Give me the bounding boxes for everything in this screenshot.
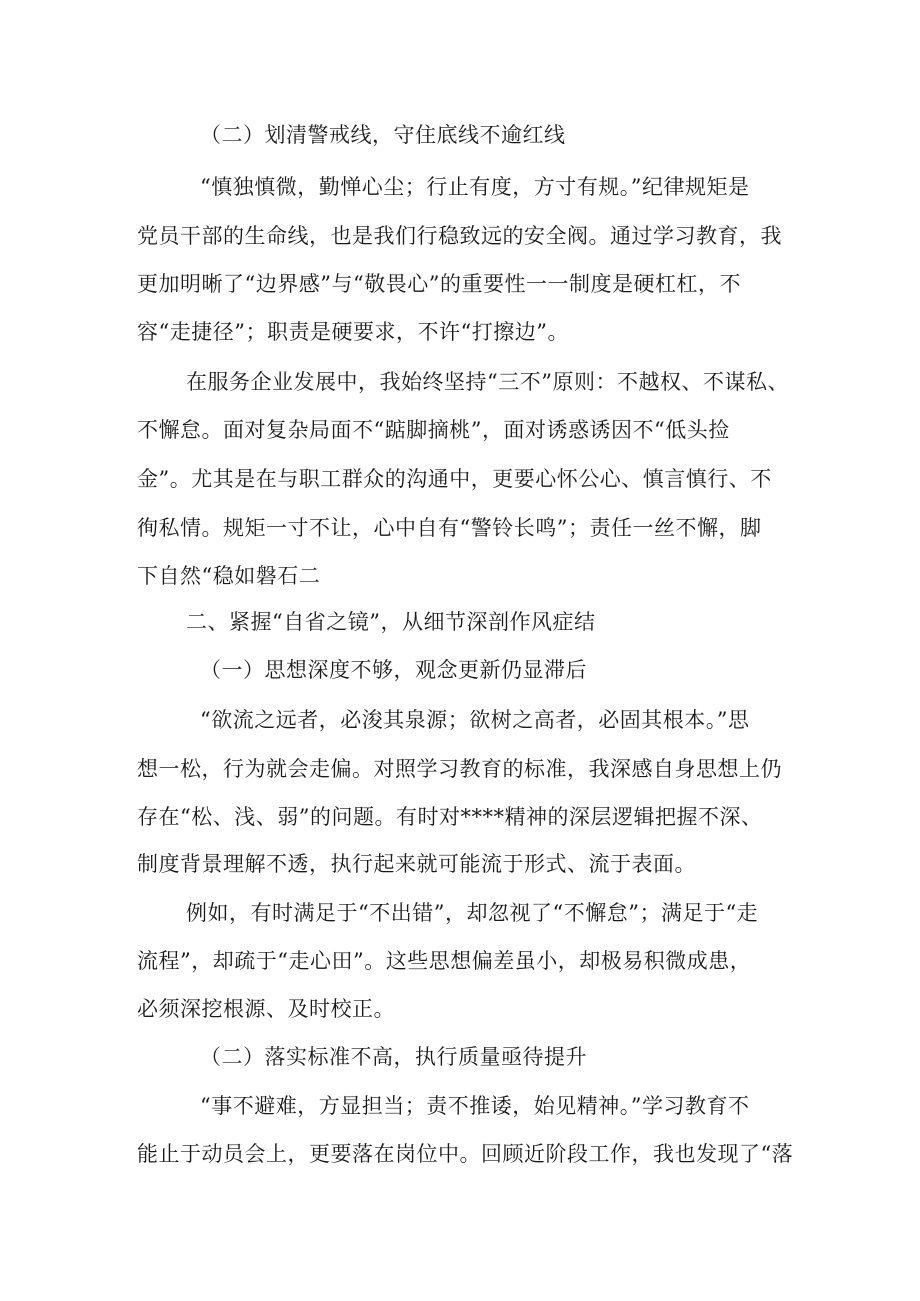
paragraph-line: 存在“松、浅、弱”的问题。有时对****精神的深层逻辑把握不深、 <box>137 805 763 829</box>
section-heading-1: （一）思想深度不够，观念更新仍显滞后 <box>200 658 587 682</box>
paragraph-line: 想一松，行为就会走偏。对照学习教育的标准，我深感自身思想上仍 <box>137 757 782 781</box>
paragraph-line: “欲流之远者，必浚其泉源；欲树之高者，必固其根本。”思 <box>200 708 750 732</box>
section-heading-2: （二）划清警戒线，守住底线不逾红线 <box>200 123 566 147</box>
paragraph-line: 能止于动员会上，更要落在岗位中。回顾近阶段工作，我也发现了“落 <box>137 1142 794 1166</box>
paragraph-line: 必须深挖根源、及时校正。 <box>137 997 395 1021</box>
paragraph-line: 容“走捷径”；职责是硬要求，不许“打擦边”。 <box>137 320 569 344</box>
paragraph-line: 例如，有时满足于“不出错”，却忽视了“不懈怠”；满足于“走 <box>186 901 759 925</box>
paragraph-line: 流程”，却疏于“走心田”。这些思想偏差虽小，却极易积微成患， <box>137 949 752 973</box>
paragraph-line: 在服务企业发展中，我始终坚持“三不”原则：不越权、不谋私、 <box>186 370 789 394</box>
paragraph-line: 下自然“稳如磐石二 <box>137 564 321 588</box>
paragraph-line: 制度背景理解不透，执行起来就可能流于形式、流于表面。 <box>137 852 696 876</box>
paragraph-line: 不懈怠。面对复杂局面不“踮脚摘桃”，面对诱惑诱因不“低头捡 <box>137 418 730 442</box>
paragraph-line: “慎独慎微，勤惮心尘；行止有度，方寸有规。”纪律规矩是 <box>200 175 750 199</box>
paragraph-line: 金”。尤其是在与职工群众的沟通中，更要心怀公心、慎言慎行、不 <box>137 467 772 491</box>
paragraph-line: “事不避难，方显担当；责不推诿，始见精神。”学习教育不 <box>200 1094 750 1118</box>
paragraph-line: 徇私情。规矩一寸不让，心中自有“警铃长鸣”；责任一丝不懈，脚 <box>137 516 762 540</box>
paragraph-line: 更加明晰了“边界感”与“敬畏心”的重要性一一制度是硬杠杠，不 <box>137 272 741 296</box>
section-heading-2b: （二）落实标准不高，执行质量亟待提升 <box>200 1045 587 1069</box>
chapter-heading-2: 二、紧握“自省之镜”，从细节深剖作风症结 <box>186 610 596 634</box>
paragraph-line: 党员干部的生命线，也是我们行稳致远的安全阀。通过学习教育，我 <box>137 224 782 248</box>
